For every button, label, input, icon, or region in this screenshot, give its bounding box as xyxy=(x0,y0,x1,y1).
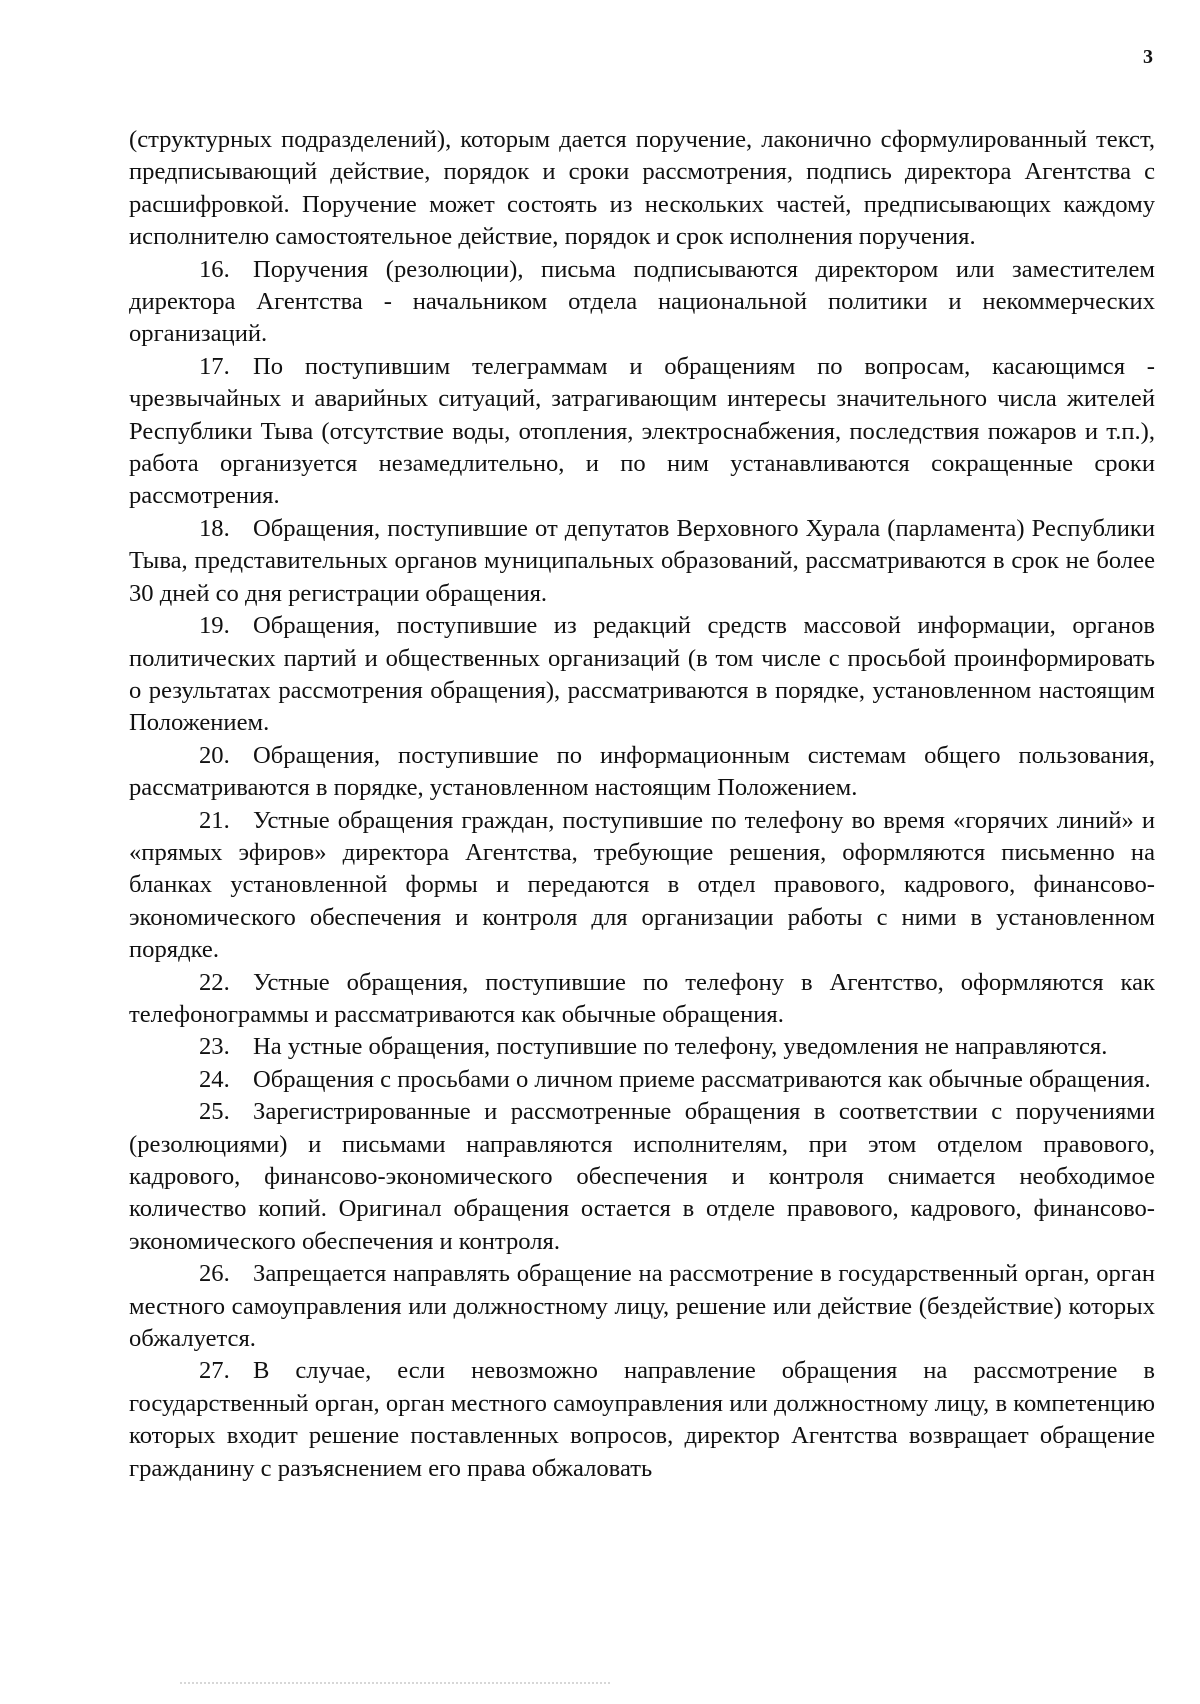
paragraph-text: В случае, если невозможно направление обращения на рассмотрение в государственный орган, орган местного самоуправления или должностному лицу, в компетенцию которых входит решение поставленных вопросов, директор Агентства возвращает обращение гражданину с разъяснением его права обжаловать xyxy=(129,1357,1155,1482)
paragraph-21 xyxy=(129,805,1155,967)
paragraph-number: 18. xyxy=(199,514,230,542)
paragraph-number: 20. xyxy=(199,741,230,769)
paragraph-number: 21. xyxy=(199,806,230,834)
paragraph-19 xyxy=(129,610,1155,740)
paragraph-20 xyxy=(129,740,1155,805)
paragraph-number: 16. xyxy=(199,255,230,283)
paragraph-text: Запрещается направлять обращение на рассмотрение в государственный орган, орган местного самоуправления или должностному лицу, решение или действие (бездействие) которых обжалуется. xyxy=(129,1260,1155,1353)
paragraph-number: 24. xyxy=(199,1065,230,1093)
paragraph-text: На устные обращения, поступившие по телефону, уведомления не направляются. xyxy=(253,1033,1108,1061)
paragraph-22 xyxy=(129,967,1155,1032)
paragraph-17 xyxy=(129,351,1155,513)
paragraph-18 xyxy=(129,513,1155,610)
paragraph-text: Обращения, поступившие по информационным системам общего пользования, рассматриваются в порядке, установленном настоящим Положением. xyxy=(129,741,1155,802)
paragraph-23 xyxy=(129,1031,1155,1063)
paragraph-text: Устные обращения граждан, поступившие по телефону во время «горячих линий» и «прямых эфиров» директора Агентства, требующие решения, оформляются письменно на бланках установленной формы и передаются в отдел правового, кадрового, финансово-экономического обеспечения и контроля для организации работы с ними в установленном порядке. xyxy=(129,806,1155,964)
paragraph-number: 23. xyxy=(199,1033,230,1061)
paragraph-text: Обращения, поступившие от депутатов Верховного Хурала (парламента) Республики Тыва, представительных органов муниципальных образований, рассматриваются в срок не более 30 дней со дня регистрации обращения. xyxy=(129,514,1155,607)
paragraph-text: Устные обращения, поступившие по телефону в Агентство, оформляются как телефонограммы и рассматриваются как обычные обращения. xyxy=(129,968,1155,1028)
paragraph-text: Зарегистрированные и рассмотренные обращения в соответствии с поручениями (резолюциями) и письмами направляются исполнителям, при этом отделом правового, кадрового, финансово-экономического обеспечения и контроля снимается необходимое количество копий. Оригинал обращения остается в отделе правового, кадрового, финансово-экономического обеспечения и контроля. xyxy=(129,1098,1155,1255)
paragraph-26 xyxy=(129,1258,1155,1355)
paragraph-text: Обращения с просьбами о личном приеме рассматриваются как обычные обращения. xyxy=(253,1065,1151,1093)
paragraph-25 xyxy=(129,1096,1155,1258)
intro-paragraph: (структурных подразделений), которым дается поручение, лаконично сформулированный текст, предписывающий действие, порядок и сроки рассмотрения, подпись директора Агентства с расшифровкой. Поручение может состоять из нескольких частей, предписывающих каждому исполнителю самостоятельное действие, порядок и срок исполнения поручения. xyxy=(129,126,1155,251)
paragraph-27 xyxy=(129,1355,1155,1485)
paragraph-number: 19. xyxy=(199,612,230,640)
paragraph-text: Поручения (резолюции), письма подписываются директором или заместителем директора Агентства - начальником отдела национальной политики и некоммерческих организаций. xyxy=(129,255,1155,348)
page-number: 3 xyxy=(1143,46,1153,68)
document-body xyxy=(129,124,1155,1485)
scan-noise-divider xyxy=(180,1682,610,1689)
paragraph-24 xyxy=(129,1064,1155,1096)
paragraph-text: Обращения, поступившие из редакций средств массовой информации, органов политических партий и общественных организаций (в том числе с просьбой проинформировать о результатах рассмотрения обращения), рассматриваются в порядке, установленном настоящим Положением. xyxy=(129,612,1155,737)
paragraph-number: 17. xyxy=(199,352,230,380)
paragraph-text: По поступившим телеграммам и обращениям по вопросам, касающимся - чрезвычайных и аварийных ситуаций, затрагивающим интересы значительного числа жителей Республики Тыва (отсутствие воды, отопления, электроснабжения, последствия пожаров и т.п.), работа организуется незамедлительно, и по ним устанавливаются сокращенные сроки рассмотрения. xyxy=(129,352,1155,510)
paragraph-16 xyxy=(129,254,1155,351)
paragraph-number: 25. xyxy=(199,1098,230,1126)
paragraph-number: 22. xyxy=(199,968,230,996)
paragraph-number: 26. xyxy=(199,1260,230,1288)
paragraph-number: 27. xyxy=(199,1357,230,1385)
